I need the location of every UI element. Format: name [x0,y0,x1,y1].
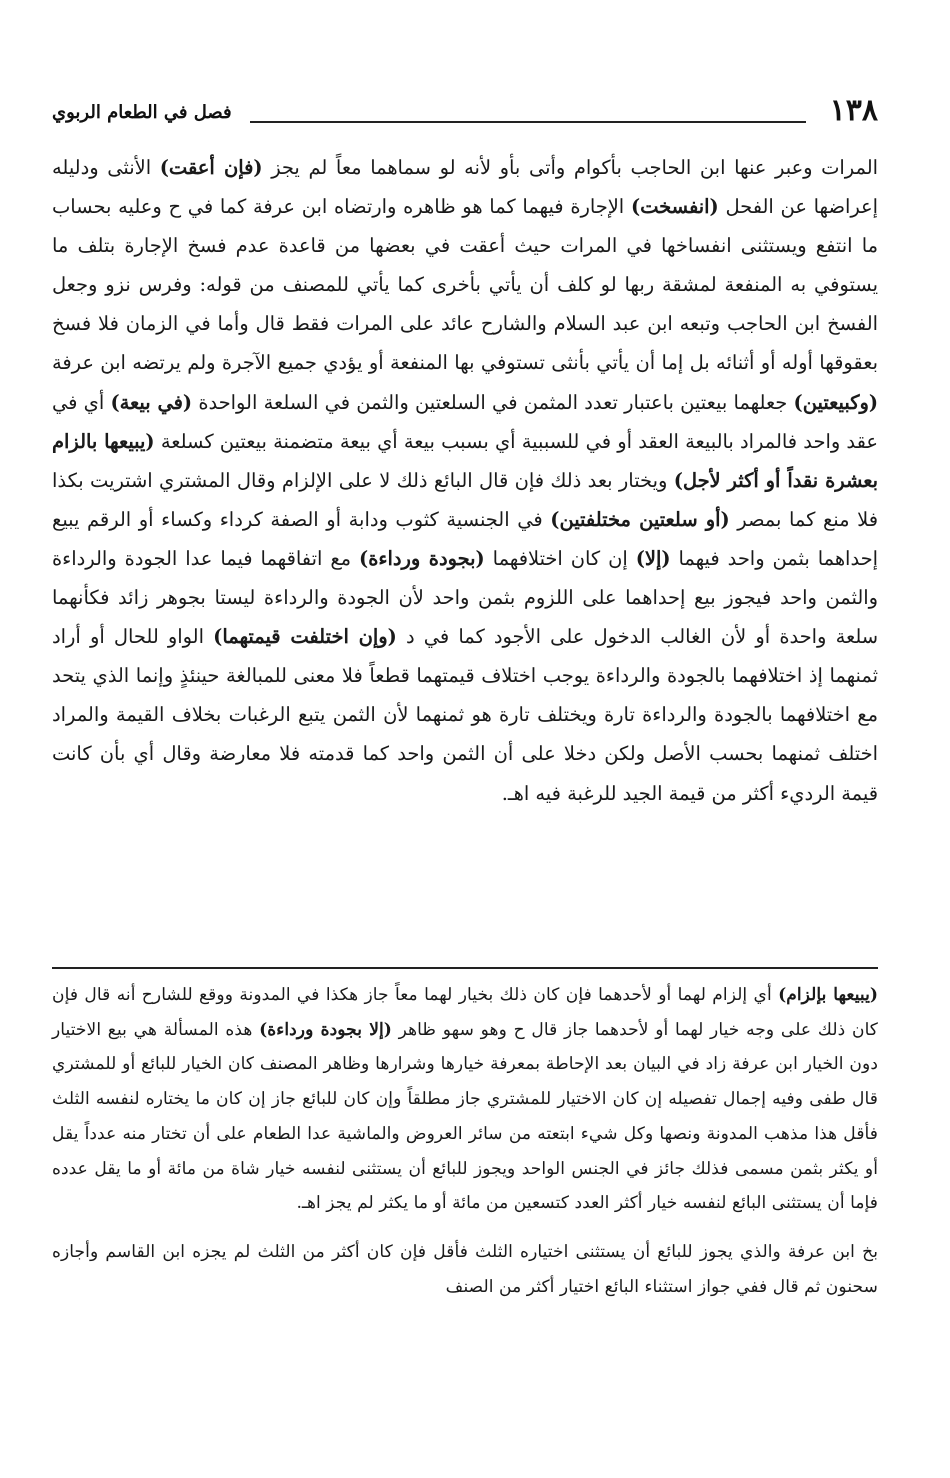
bold-term: (إلا) [635,546,671,570]
text-run: مع اتفاقهما فيما عدا الجودة والرداءة والثمن واحد فيجوز بيع إحداهما على اللزوم بثمن واحد لأن الجودة والرداءة ليستا بجوهر زائد فكأنهما سلعة واحدة أو لأن الغالب الدخول على الأجود كما في د [52,546,878,649]
footnote-paragraph [52,978,878,1221]
bold-term: (وإن اختلفت قيمتهما) [213,625,397,649]
bold-term: (إلا بجودة ورداءة) [259,1019,392,1040]
footnote-paragraph [52,1235,878,1304]
text-run: إن كان اختلافهما [484,546,636,570]
footnotes [52,978,878,1304]
page-header [52,92,878,136]
text-run: أي في عقد واحد فالمراد بالبيعة العقد أو في للسببية أي بسبب بيعة أي بيعة متضمنة بيعتين كسلعة [52,390,878,453]
bold-term: (في بيعة) [110,390,193,414]
running-title: فصل في الطعام الربوي [52,102,232,123]
page-number: ١٣٨ [829,93,878,128]
text-run: الأنثى ودليله إعراضها عن الفحل [52,156,878,219]
text-run: ويختار بعد ذلك فإن قال البائع ذلك لا على الإلزام وقال المشتري اشتريت بكذا فلا منع كما بمصر [52,468,878,531]
text-run: في الجنسية كثوب ودابة أو الصفة كرداء وكساء أو الرقم يبيع إحداهما بثمن واحد فيهما [52,507,878,570]
text-run: المرات وعبر عنها ابن الحاجب بأكوام وأتى بأو لأنه لو سماهما معاً لم يجز [262,156,878,179]
text-run: جعلهما بيعتين باعتبار تعدد المثمن في السلعتين والثمن في السلعة الواحدة [192,390,794,414]
text-run: أي إلزام لهما أو لأحدهما فإن كان ذلك بخيار لهما معاً جاز هكذا في المدونة ووقع للشارح أنه قال فإن كان ذلك على وجه خيار لهما أو لأحدهما جاز قال ح وهو سهو ظاهر [52,985,878,1040]
header-rule [250,121,806,123]
bold-term: (يبيعها بالزام بعشرة نقداً أو أكثر لأجل) [52,429,878,492]
bold-term: (بجودة ورداءة) [359,546,485,570]
bold-term: (أو سلعتين مختلفتين) [550,507,730,531]
bold-term: (يبيعها بإلزام) [778,985,878,1005]
text-run: الواو للحال أو أراد ثمنهما إذ اختلافهما بالجودة والرداءة يوجب اختلاف قيمتهما قطعاً فلا معنى للمبالغة حينئذٍ وإنما الذي يتحد مع اختلافهما بالجودة والرداءة تارة ويختلف تارة هو ثمنهما لأن الثمن يتبع الرغبات بخلاف القيمة والمراد اختلف ثمنهما بحسب الأصل ولكن دخلا على أن الثمن واحد كما قدمته فلا معارضة وقال أي بأن كانت قيمة الرديء أكثر من قيمة الجيد للرغبة فيه اهـ. [52,625,878,805]
text-run: بخ ابن عرفة والذي يجوز للبائع أن يستثنى اختياره الثلث فأقل فإن كان أكثر من الثلث لم يجزه ابن القاسم وأجازه سحنون ثم قال ففي جواز استثناء البائع اختيار أكثر من الصنف [52,1241,878,1297]
text-run: الإجارة فيهما كما هو ظاهره وارتضاه ابن عرفة كما في ح وعليه بحساب ما انتفع ويستثنى انفساخها في المرات حيث أعقت في بعضها من قاعدة عدم فسخ الإجارة بتلف ما يستوفي به المنفعة لمشقة ربها لو كلف أن يأتي بأخرى كما يأتي للمصنف من قوله: وفرس نزو وجعل الفسخ ابن الحاجب وتبعه ابن عبد السلام والشارح عائد على المرات فقط قال وأما في الزمان فلا فسخ بعقوقها أوله أو أثنائه بل إما أن يأتي بأنثى تستوفي بها المنفعة أو يؤدي جميع الآجرة ولم يرتضه ابن عرفة [52,195,878,375]
bold-term: (وكبيعتين) [793,390,879,414]
footnote-separator [52,967,878,969]
text-run: هذه المسألة هي بيع الاختيار دون الخيار ابن عرفة زاد في البيان بعد الإحاطة بمعرفة خيارها وشرارها وظاهر المصنف كان الخيار للبائع أو للمشتري قال طفى وفيه إجمال تفصيله إن كان الاختيار للمشتري جاز مطلقاً وإن كان للبائع جاز إن كان ما يختاره لنفسه الثلث فأقل هذا مذهب المدونة ونصها وكل شيء ابتعته من سائر العروض والماشية عدا الطعام على أن تختار منه عدداً يقل أو يكثر بثمن مسمى فذلك جائز في الجنس الواحد ويجوز للبائع أن يستثنى لنفسه خيار شاة من مائة أو ما يقل عدده فإما أن يستثنى البائع لنفسه خيار أكثر العدد كتسعين من مائة أو ما يكثر لم يجز اهـ. [52,1019,878,1214]
bold-term: (انفسخت) [630,195,719,219]
main-text [52,148,878,813]
bold-term: (فإن أعقت) [159,156,263,179]
